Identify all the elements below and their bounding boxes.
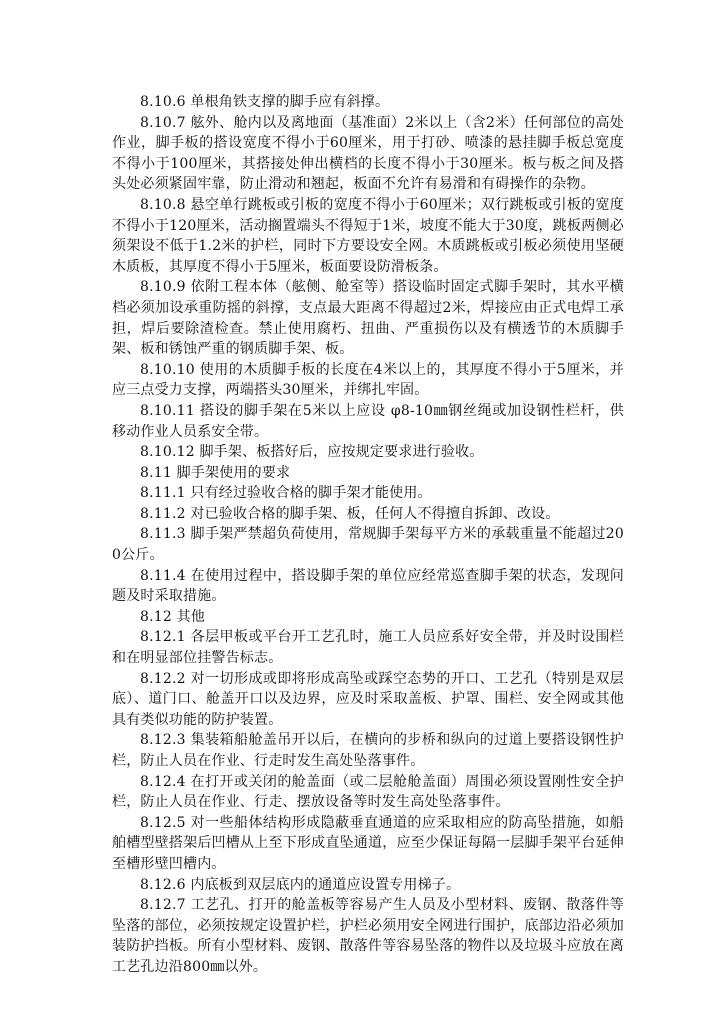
section-heading-8-11: 8.11 脚手架使用的要求	[140, 464, 291, 481]
paragraph-8-12-7: 8.12.7 工艺孔、打开的舱盖板等容易产生人员及小型材料、废钢、散落件等坠落的部位，必须按规定设置护栏，护栏必须用安全网进行围护，底部边沿必须加装防护挡板。所有小型材料、废钢、散落件等容易坠落的物件以及垃圾斗应放在离工艺孔边沿800㎜以外。	[112, 897, 624, 975]
paragraph-8-11-1: 8.11.1 只有经过验收合格的脚手架才能使用。	[140, 485, 432, 502]
paragraph-8-10-11: 8.10.11 搭设的脚手架在5米以上应设 φ8-10㎜钢丝绳或加设钢性栏杆，供移动作业人员系安全带。	[112, 402, 624, 440]
paragraph-8-12-3: 8.12.3 集装箱船舱盖吊开以后，在横向的步桥和纵向的过道上要搭设钢性护栏，防止人员在作业、行走时发生高处坠落事件。	[112, 732, 624, 769]
paragraph-8-10-12: 8.10.12 脚手架、板搭好后，应按规定要求进行验收。	[140, 444, 484, 461]
paragraph-8-10-7: 8.10.7 舷外、舱内以及离地面（基准面）2米以上（含2米）任何部位的高处作业，脚手板的搭设宽度不得小于60厘米，用于打砂、喷漆的悬挂脚手板总宽度不得小于100厘米，其搭接处伸出横档的长度不得小于30厘米。板与板之间及搭头处必须紧固牢靠，防止滑动和翘起，板面不允许有易滑和有碍操作的杂物。	[112, 114, 624, 193]
paragraph-8-11-4: 8.11.4 在使用过程中，搭设脚手架的单位应经常巡查脚手架的状态，发现问题及时采取措施。	[112, 567, 624, 605]
paragraph-8-12-1: 8.12.1 各层甲板或平台开工艺孔时，施工人员应系好安全带，并及时设围栏和在明显部位挂警告标志。	[112, 629, 624, 667]
paragraph-8-11-3: 8.11.3 脚手架严禁超负荷使用，常规脚手架每平方米的承载重量不能超过200公斤。	[112, 526, 624, 564]
section-heading-8-12: 8.12 其他	[140, 608, 206, 625]
paragraph-8-10-8: 8.10.8 悬空单行跳板或引板的宽度不得小于60厘米；双行跳板或引板的宽度不得小于120厘米，活动搁置端头不得短于1米，坡度不能大于30度，跳板两侧必须架设不低于1.2米的护栏，同时下方要设安全网。木质跳板或引板必须使用坚硬木质板，其厚度不得小于5厘米，板面要设防滑板条。	[112, 196, 624, 275]
document-body	[112, 92, 624, 978]
paragraph-8-10-9: 8.10.9 依附工程本体（舷侧、舱室等）搭设临时固定式脚手架时，其水平横档必须加设承重防摇的斜撑，支点最大距离不得超过2米，焊接应由正式电焊工承担，焊后要除渣检查。禁止使用腐朽、扭曲、严重损伤以及有横透节的木质脚手架、板和锈蚀严重的钢质脚手架、板。	[112, 279, 624, 358]
paragraph-8-12-2: 8.12.2 对一切形成或即将形成高坠或踩空态势的开口、工艺孔（特别是双层底）、道门口、舱盖开口以及边界，应及时采取盖板、护罩、围栏、安全网或其他具有类似功能的防护装置。	[112, 670, 624, 728]
paragraph-8-10-6: 8.10.6 单根角铁支撑的脚手应有斜撑。	[140, 94, 390, 110]
paragraph-8-12-5: 8.12.5 对一些船体结构形成隐蔽垂直通道的应采取相应的防高坠措施，如船舶槽型壁搭架后凹槽从上至下形成直坠通道，应至少保证每隔一层脚手架平台延伸至槽形壁凹槽内。	[112, 814, 624, 872]
paragraph-8-12-4: 8.12.4 在打开或关闭的舱盖面（或二层舱舱盖面）周围必须设置刚性安全护栏，防止人员在作业、行走、摆放设备等时发生高处坠落事件。	[112, 773, 624, 811]
paragraph-8-12-6: 8.12.6 内底板到双层底内的通道应设置专用梯子。	[140, 876, 461, 893]
paragraph-8-11-2: 8.11.2 对已验收合格的脚手架、板，任何人不得擅自拆卸、改设。	[140, 505, 560, 522]
paragraph-8-10-10: 8.10.10 使用的木质脚手板的长度在4米以上的，其厚度不得小于5厘米，并应三点受力支撑，两端搭头30厘米，并绑扎牢固。	[112, 361, 624, 399]
